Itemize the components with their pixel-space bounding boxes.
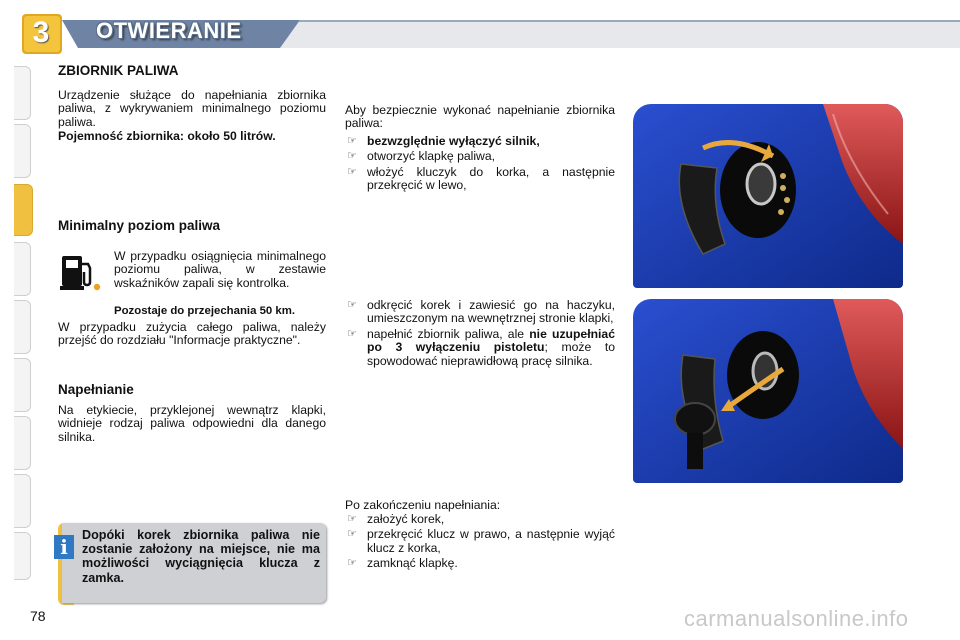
after-refuel-intro: Po zakończeniu napełniania: [345, 498, 501, 512]
min-level-title: Minimalny poziom paliwa [58, 218, 221, 233]
photo-cap-on-hook [633, 299, 903, 483]
min-level-remaining: Pozostaje do przejechania 50 km. [114, 305, 296, 317]
list-item: ☞ założyć korek, [347, 512, 445, 526]
pointing-hand-icon: ☞ [347, 327, 357, 340]
refuel-steps-list-2 [345, 299, 615, 370]
page-number: 78 [30, 608, 46, 624]
refueling-description: Na etykiecie, przyklejonej wewnątrz klapki, widnieje rodzaj paliwa odpowiedni dla danego silnika. [58, 403, 326, 444]
pointing-hand-icon: ☞ [347, 528, 357, 541]
list-item: ☞ odkręcić korek i zawiesić go na haczyku, umieszczonym na wewnętrznej stronie klapki, [347, 298, 615, 326]
list-item: ☞ przekręcić klucz w prawo, a następnie wyjąć klucz z korka, [347, 527, 615, 555]
fuel-tank-description: Urządzenie służące do napełniania zbiornika paliwa, z wykrywaniem minimalnego poziomu paliwa. [58, 88, 326, 129]
photo-open-fuel-flap [633, 104, 903, 288]
list-item: ☞ włożyć kluczyk do korka, a następnie przekręcić w lewo, [347, 164, 615, 193]
pointing-hand-icon: ☞ [347, 150, 357, 163]
pointing-hand-icon: ☞ [347, 135, 357, 147]
pointing-hand-icon: ☞ [347, 513, 357, 525]
chapter-tab-2[interactable] [14, 124, 31, 178]
info-box-text: Dopóki korek zbiornika paliwa nie zostanie założony na miejsce, nie ma możliwości wyciągnięcia klucza z zamka. [82, 528, 320, 585]
chapter-tab-7[interactable] [14, 416, 31, 470]
list-item: ☞ napełnić zbiornik paliwa, ale nie uzupełniać po 3 wyłączeniu pistoletu; może to spowodować nieprawidłową pracę silnika. [347, 326, 616, 368]
chapter-tab-9[interactable] [14, 532, 31, 580]
fuel-tank-title: ZBIORNIK PALIWA [58, 63, 179, 78]
info-icon: i [54, 535, 74, 559]
chapter-title: OTWIERANIE [96, 18, 242, 43]
chapter-number: 3 [32, 16, 50, 49]
list-item: ☞ bezwzględnie wyłączyć silnik, [347, 134, 540, 148]
chapter-tab-active[interactable] [14, 184, 33, 236]
fuel-pump-icon [60, 250, 104, 294]
refueling-title: Napełnianie [58, 382, 134, 397]
chapter-tab-5[interactable] [14, 300, 31, 354]
refuel-steps-list [345, 135, 615, 195]
watermark: carmanualsonline.info [684, 606, 909, 631]
chapter-tab-1[interactable] [14, 66, 31, 120]
list-item: ☞ otworzyć klapkę paliwa, [347, 149, 496, 164]
after-refuel-steps [345, 513, 615, 573]
pointing-hand-icon: ☞ [347, 557, 357, 570]
chapter-tab-4[interactable] [14, 242, 31, 296]
chapter-tab-6[interactable] [14, 358, 31, 412]
fuel-tank-capacity: Pojemność zbiornika: około 50 litrów. [58, 129, 276, 143]
list-item: ☞ zamknąć klapkę. [347, 556, 458, 571]
pointing-hand-icon: ☞ [347, 299, 357, 311]
chapter-tab-8[interactable] [14, 474, 31, 528]
min-level-note: W przypadku zużycia całego paliwa, należy przejść do rozdziału "Informacje praktyczne". [58, 320, 326, 348]
refuel-intro: Aby bezpiecznie wykonać napełnianie zbiornika paliwa: [345, 103, 615, 131]
pointing-hand-icon: ☞ [347, 165, 357, 178]
min-level-description: W przypadku osiągnięcia minimalnego poziomu paliwa, w zestawie wskaźników zapali się kontrolka. [114, 249, 326, 290]
